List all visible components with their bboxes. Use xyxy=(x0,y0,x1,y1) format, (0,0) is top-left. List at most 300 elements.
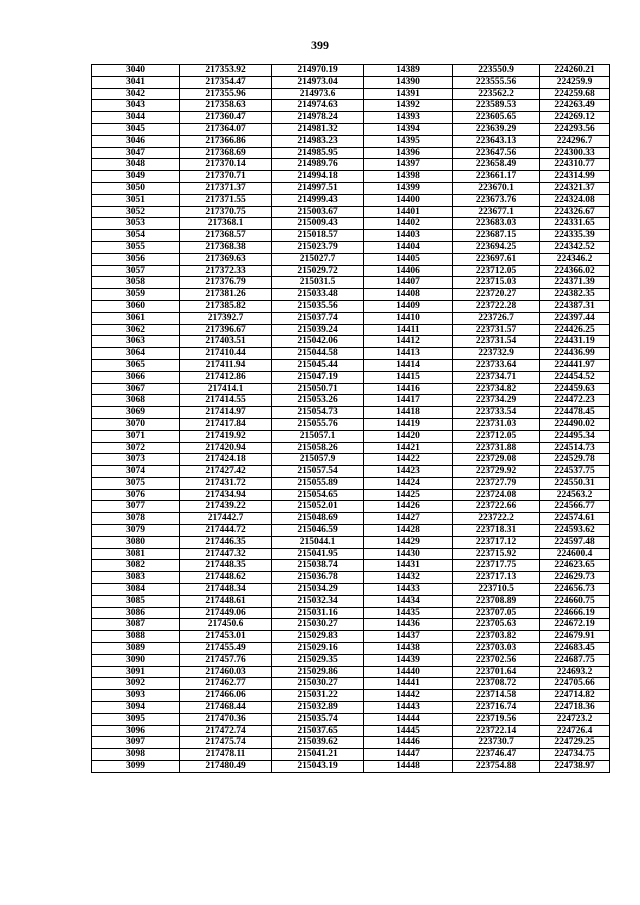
table-cell: 214983.23 xyxy=(272,135,364,147)
table-cell: 217448.35 xyxy=(180,560,272,572)
table-row xyxy=(92,489,610,501)
table-row xyxy=(92,407,610,419)
table-row xyxy=(92,607,610,619)
table-cell: 214999.43 xyxy=(272,194,364,206)
table-row xyxy=(92,713,610,725)
table-row xyxy=(92,147,610,159)
table-cell: 215031.16 xyxy=(272,607,364,619)
table-cell: 217358.63 xyxy=(180,100,272,112)
table-cell: 14421 xyxy=(364,442,453,454)
table-cell: 14409 xyxy=(364,300,453,312)
table-cell: 223722.2 xyxy=(453,513,540,525)
table-cell: 14416 xyxy=(364,383,453,395)
table-cell: 214994.18 xyxy=(272,171,364,183)
table-cell: 217403.51 xyxy=(180,336,272,348)
table-cell: 217364.07 xyxy=(180,123,272,135)
table-cell: 224718.36 xyxy=(540,702,610,714)
table-cell: 223724.08 xyxy=(453,489,540,501)
table-cell: 3065 xyxy=(92,359,180,371)
table-cell: 3090 xyxy=(92,654,180,666)
table-cell: 14422 xyxy=(364,454,453,466)
table-cell: 217468.44 xyxy=(180,702,272,714)
table-cell: 217414.97 xyxy=(180,407,272,419)
table-cell: 215029.86 xyxy=(272,666,364,678)
table-cell: 214989.76 xyxy=(272,159,364,171)
table-cell: 215009.43 xyxy=(272,218,364,230)
table-cell: 3059 xyxy=(92,289,180,301)
table-cell: 223702.56 xyxy=(453,654,540,666)
table-cell: 224629.73 xyxy=(540,572,610,584)
table-cell: 217434.94 xyxy=(180,489,272,501)
table-cell: 223707.05 xyxy=(453,607,540,619)
table-cell: 223715.92 xyxy=(453,548,540,560)
table-cell: 224574.61 xyxy=(540,513,610,525)
table-cell: 223716.74 xyxy=(453,702,540,714)
table-cell: 224259.9 xyxy=(540,76,610,88)
table-row xyxy=(92,76,610,88)
table-cell: 217372.33 xyxy=(180,265,272,277)
table-cell: 3061 xyxy=(92,312,180,324)
table-cell: 3072 xyxy=(92,442,180,454)
table-cell: 215048.69 xyxy=(272,513,364,525)
table-cell: 224459.63 xyxy=(540,383,610,395)
table-cell: 223703.82 xyxy=(453,631,540,643)
table-cell: 215018.57 xyxy=(272,230,364,242)
table-cell: 3043 xyxy=(92,100,180,112)
table-cell: 215047.19 xyxy=(272,371,364,383)
table-cell: 224346.2 xyxy=(540,253,610,265)
table-cell: 217376.79 xyxy=(180,277,272,289)
table-cell: 217449.06 xyxy=(180,607,272,619)
table-cell: 224321.37 xyxy=(540,182,610,194)
table-cell: 223732.9 xyxy=(453,348,540,360)
table-cell: 224331.65 xyxy=(540,218,610,230)
table-cell: 14431 xyxy=(364,560,453,572)
table-row xyxy=(92,619,610,631)
table-cell: 223731.54 xyxy=(453,336,540,348)
table-cell: 224324.08 xyxy=(540,194,610,206)
table-cell: 215032.89 xyxy=(272,702,364,714)
table-cell: 217414.55 xyxy=(180,395,272,407)
table-cell: 217371.55 xyxy=(180,194,272,206)
table-cell: 223734.29 xyxy=(453,395,540,407)
table-cell: 14414 xyxy=(364,359,453,371)
table-cell: 14438 xyxy=(364,643,453,655)
table-row xyxy=(92,418,610,430)
table-cell: 3066 xyxy=(92,371,180,383)
table-cell: 215044.58 xyxy=(272,348,364,360)
table-row xyxy=(92,112,610,124)
table-cell: 217439.22 xyxy=(180,501,272,513)
table-row xyxy=(92,312,610,324)
table-cell: 224293.56 xyxy=(540,123,610,135)
table-cell: 214970.19 xyxy=(272,65,364,77)
table-cell: 14398 xyxy=(364,171,453,183)
table-cell: 223589.53 xyxy=(453,100,540,112)
table-cell: 217392.7 xyxy=(180,312,272,324)
table-cell: 3042 xyxy=(92,88,180,100)
table-cell: 14413 xyxy=(364,348,453,360)
table-cell: 223731.88 xyxy=(453,442,540,454)
table-cell: 3092 xyxy=(92,678,180,690)
table-cell: 224335.39 xyxy=(540,230,610,242)
table-cell: 3040 xyxy=(92,65,180,77)
table-cell: 14423 xyxy=(364,466,453,478)
table-cell: 3041 xyxy=(92,76,180,88)
table-row xyxy=(92,88,610,100)
table-cell: 3079 xyxy=(92,525,180,537)
table-cell: 217457.76 xyxy=(180,654,272,666)
table-cell: 3062 xyxy=(92,324,180,336)
table-cell: 3074 xyxy=(92,466,180,478)
table-cell: 215031.5 xyxy=(272,277,364,289)
table-cell: 223722.14 xyxy=(453,725,540,737)
table-cell: 3048 xyxy=(92,159,180,171)
table-cell: 215036.78 xyxy=(272,572,364,584)
table-row xyxy=(92,749,610,761)
table-cell: 215033.48 xyxy=(272,289,364,301)
table-cell: 14390 xyxy=(364,76,453,88)
table-cell: 215041.21 xyxy=(272,749,364,761)
table-cell: 217462.77 xyxy=(180,678,272,690)
table-cell: 217427.42 xyxy=(180,466,272,478)
table-cell: 223715.03 xyxy=(453,277,540,289)
table-cell: 3083 xyxy=(92,572,180,584)
table-cell: 224705.66 xyxy=(540,678,610,690)
table-cell: 223746.47 xyxy=(453,749,540,761)
table-cell: 14433 xyxy=(364,584,453,596)
table-cell: 223718.31 xyxy=(453,525,540,537)
table-row xyxy=(92,395,610,407)
table-cell: 217354.47 xyxy=(180,76,272,88)
table-cell: 215039.62 xyxy=(272,737,364,749)
table-row xyxy=(92,206,610,218)
table-cell: 14432 xyxy=(364,572,453,584)
table-row xyxy=(92,218,610,230)
table-cell: 215043.19 xyxy=(272,761,364,773)
table-row xyxy=(92,265,610,277)
table-cell: 223714.58 xyxy=(453,690,540,702)
table-row xyxy=(92,678,610,690)
table-row xyxy=(92,525,610,537)
table-row xyxy=(92,230,610,242)
table-cell: 14410 xyxy=(364,312,453,324)
table-cell: 14437 xyxy=(364,631,453,643)
table-cell: 224342.52 xyxy=(540,241,610,253)
table-cell: 214978.24 xyxy=(272,112,364,124)
table-cell: 223734.71 xyxy=(453,371,540,383)
table-cell: 217470.36 xyxy=(180,713,272,725)
table-cell: 3097 xyxy=(92,737,180,749)
table-cell: 223550.9 xyxy=(453,65,540,77)
table-cell: 223643.13 xyxy=(453,135,540,147)
table-cell: 3049 xyxy=(92,171,180,183)
table-cell: 217371.37 xyxy=(180,182,272,194)
table-cell: 3070 xyxy=(92,418,180,430)
table-cell: 14441 xyxy=(364,678,453,690)
table-cell: 223708.89 xyxy=(453,595,540,607)
table-cell: 224454.52 xyxy=(540,371,610,383)
table-cell: 215037.74 xyxy=(272,312,364,324)
table-cell: 3058 xyxy=(92,277,180,289)
table-cell: 215029.35 xyxy=(272,654,364,666)
table-row xyxy=(92,65,610,77)
table-row xyxy=(92,595,610,607)
table-cell: 223705.63 xyxy=(453,619,540,631)
table-cell: 223562.2 xyxy=(453,88,540,100)
table-cell: 3046 xyxy=(92,135,180,147)
table-cell: 223722.28 xyxy=(453,300,540,312)
table-cell: 14444 xyxy=(364,713,453,725)
table-cell: 14391 xyxy=(364,88,453,100)
table-row xyxy=(92,359,610,371)
table-cell: 215037.65 xyxy=(272,725,364,737)
table-cell: 14417 xyxy=(364,395,453,407)
table-cell: 14396 xyxy=(364,147,453,159)
table-row xyxy=(92,182,610,194)
table-cell: 224300.33 xyxy=(540,147,610,159)
table-cell: 224679.91 xyxy=(540,631,610,643)
table-row xyxy=(92,289,610,301)
table-cell: 217455.49 xyxy=(180,643,272,655)
table-row xyxy=(92,442,610,454)
table-cell: 3082 xyxy=(92,560,180,572)
table-cell: 217446.35 xyxy=(180,536,272,548)
table-cell: 224729.25 xyxy=(540,737,610,749)
table-cell: 217370.75 xyxy=(180,206,272,218)
table-row xyxy=(92,690,610,702)
table-cell: 14439 xyxy=(364,654,453,666)
table-row xyxy=(92,241,610,253)
table-cell: 215057.9 xyxy=(272,454,364,466)
table-cell: 215041.95 xyxy=(272,548,364,560)
table-row xyxy=(92,277,610,289)
table-cell: 14420 xyxy=(364,430,453,442)
table-cell: 224441.97 xyxy=(540,359,610,371)
table-cell: 14440 xyxy=(364,666,453,678)
table-cell: 14436 xyxy=(364,619,453,631)
table-row xyxy=(92,454,610,466)
table-cell: 224738.97 xyxy=(540,761,610,773)
table-cell: 3051 xyxy=(92,194,180,206)
table-cell: 214997.51 xyxy=(272,182,364,194)
table-cell: 224382.35 xyxy=(540,289,610,301)
table-cell: 214973.04 xyxy=(272,76,364,88)
table-cell: 223708.72 xyxy=(453,678,540,690)
table-cell: 14408 xyxy=(364,289,453,301)
table-cell: 214985.95 xyxy=(272,147,364,159)
table-row xyxy=(92,253,610,265)
table-cell: 3089 xyxy=(92,643,180,655)
table-cell: 217368.69 xyxy=(180,147,272,159)
table-cell: 14407 xyxy=(364,277,453,289)
table-cell: 223733.64 xyxy=(453,359,540,371)
table-cell: 217478.11 xyxy=(180,749,272,761)
table-row xyxy=(92,666,610,678)
table-cell: 223701.64 xyxy=(453,666,540,678)
table-cell: 215030.27 xyxy=(272,619,364,631)
table-cell: 223731.03 xyxy=(453,418,540,430)
table-cell: 223734.82 xyxy=(453,383,540,395)
table-cell: 14400 xyxy=(364,194,453,206)
table-cell: 223555.56 xyxy=(453,76,540,88)
table-cell: 224734.75 xyxy=(540,749,610,761)
table-cell: 217442.7 xyxy=(180,513,272,525)
table-cell: 3086 xyxy=(92,607,180,619)
table-cell: 224687.75 xyxy=(540,654,610,666)
table-cell: 215044.1 xyxy=(272,536,364,548)
table-cell: 3088 xyxy=(92,631,180,643)
table-cell: 14419 xyxy=(364,418,453,430)
table-cell: 223733.54 xyxy=(453,407,540,419)
table-cell: 217355.96 xyxy=(180,88,272,100)
table-cell: 224436.99 xyxy=(540,348,610,360)
table-cell: 3063 xyxy=(92,336,180,348)
table-cell: 14447 xyxy=(364,749,453,761)
table-row xyxy=(92,171,610,183)
table-cell: 3044 xyxy=(92,112,180,124)
table-cell: 217448.34 xyxy=(180,584,272,596)
table-row xyxy=(92,560,610,572)
table-cell: 3054 xyxy=(92,230,180,242)
table-row xyxy=(92,348,610,360)
table-cell: 224563.2 xyxy=(540,489,610,501)
table-cell: 224593.62 xyxy=(540,525,610,537)
table-row xyxy=(92,513,610,525)
table-cell: 217368.38 xyxy=(180,241,272,253)
table-cell: 217460.03 xyxy=(180,666,272,678)
table-cell: 3081 xyxy=(92,548,180,560)
table-cell: 215030.27 xyxy=(272,678,364,690)
table-cell: 223726.7 xyxy=(453,312,540,324)
table-cell: 3075 xyxy=(92,477,180,489)
table-cell: 215031.22 xyxy=(272,690,364,702)
table-cell: 14430 xyxy=(364,548,453,560)
table-cell: 224387.31 xyxy=(540,300,610,312)
table-row xyxy=(92,548,610,560)
table-row xyxy=(92,135,610,147)
table-cell: 223687.15 xyxy=(453,230,540,242)
table-cell: 215052.01 xyxy=(272,501,364,513)
table-cell: 224600.4 xyxy=(540,548,610,560)
table-row xyxy=(92,631,610,643)
table-cell: 224263.49 xyxy=(540,100,610,112)
table-cell: 14443 xyxy=(364,702,453,714)
table-cell: 215027.7 xyxy=(272,253,364,265)
table-cell: 214973.6 xyxy=(272,88,364,100)
table-cell: 14399 xyxy=(364,182,453,194)
table-cell: 3087 xyxy=(92,619,180,631)
table-cell: 3053 xyxy=(92,218,180,230)
table-cell: 217353.92 xyxy=(180,65,272,77)
table-cell: 223658.49 xyxy=(453,159,540,171)
table-cell: 3084 xyxy=(92,584,180,596)
table-cell: 223722.66 xyxy=(453,501,540,513)
table-cell: 14411 xyxy=(364,324,453,336)
table-cell: 224666.19 xyxy=(540,607,610,619)
table-cell: 224726.4 xyxy=(540,725,610,737)
table-cell: 217448.62 xyxy=(180,572,272,584)
table-cell: 217396.67 xyxy=(180,324,272,336)
table-cell: 215003.67 xyxy=(272,206,364,218)
table-cell: 3078 xyxy=(92,513,180,525)
table-cell: 215029.72 xyxy=(272,265,364,277)
table-cell: 224426.25 xyxy=(540,324,610,336)
table-cell: 223720.27 xyxy=(453,289,540,301)
table-cell: 14406 xyxy=(364,265,453,277)
table-cell: 224566.77 xyxy=(540,501,610,513)
table-cell: 224597.48 xyxy=(540,536,610,548)
table-row xyxy=(92,654,610,666)
table-cell: 3095 xyxy=(92,713,180,725)
table-row xyxy=(92,536,610,548)
table-cell: 215050.71 xyxy=(272,383,364,395)
table-cell: 3064 xyxy=(92,348,180,360)
table-cell: 14415 xyxy=(364,371,453,383)
table-cell: 3060 xyxy=(92,300,180,312)
table-cell: 14397 xyxy=(364,159,453,171)
table-cell: 224366.02 xyxy=(540,265,610,277)
table-row xyxy=(92,383,610,395)
table-cell: 217448.61 xyxy=(180,595,272,607)
table-cell: 14429 xyxy=(364,536,453,548)
table-cell: 3047 xyxy=(92,147,180,159)
table-cell: 224259.68 xyxy=(540,88,610,100)
table-cell: 14392 xyxy=(364,100,453,112)
table-cell: 217472.74 xyxy=(180,725,272,737)
table-cell: 14401 xyxy=(364,206,453,218)
table-cell: 217420.94 xyxy=(180,442,272,454)
table-cell: 3045 xyxy=(92,123,180,135)
table-cell: 3073 xyxy=(92,454,180,466)
table-cell: 14412 xyxy=(364,336,453,348)
table-cell: 217431.72 xyxy=(180,477,272,489)
table-cell: 224478.45 xyxy=(540,407,610,419)
table-cell: 217424.18 xyxy=(180,454,272,466)
table-row xyxy=(92,572,610,584)
table-cell: 224723.2 xyxy=(540,713,610,725)
table-cell: 14434 xyxy=(364,595,453,607)
table-cell: 3057 xyxy=(92,265,180,277)
table-cell: 217419.92 xyxy=(180,430,272,442)
table-cell: 3093 xyxy=(92,690,180,702)
table-cell: 224431.19 xyxy=(540,336,610,348)
table-cell: 3071 xyxy=(92,430,180,442)
table-row xyxy=(92,477,610,489)
table-cell: 217381.26 xyxy=(180,289,272,301)
table-cell: 14394 xyxy=(364,123,453,135)
table-cell: 14426 xyxy=(364,501,453,513)
table-cell: 215029.16 xyxy=(272,643,364,655)
table-cell: 224260.21 xyxy=(540,65,610,77)
table-row xyxy=(92,761,610,773)
table-row xyxy=(92,324,610,336)
table-cell: 217366.86 xyxy=(180,135,272,147)
table-cell: 215057.1 xyxy=(272,430,364,442)
table-cell: 224683.45 xyxy=(540,643,610,655)
table-cell: 224371.39 xyxy=(540,277,610,289)
table-cell: 224472.23 xyxy=(540,395,610,407)
table-cell: 223730.7 xyxy=(453,737,540,749)
table-cell: 14389 xyxy=(364,65,453,77)
table-cell: 14405 xyxy=(364,253,453,265)
table-cell: 14435 xyxy=(364,607,453,619)
table-cell: 223683.03 xyxy=(453,218,540,230)
table-cell: 14402 xyxy=(364,218,453,230)
table-cell: 14393 xyxy=(364,112,453,124)
table-cell: 3085 xyxy=(92,595,180,607)
table-row xyxy=(92,194,610,206)
